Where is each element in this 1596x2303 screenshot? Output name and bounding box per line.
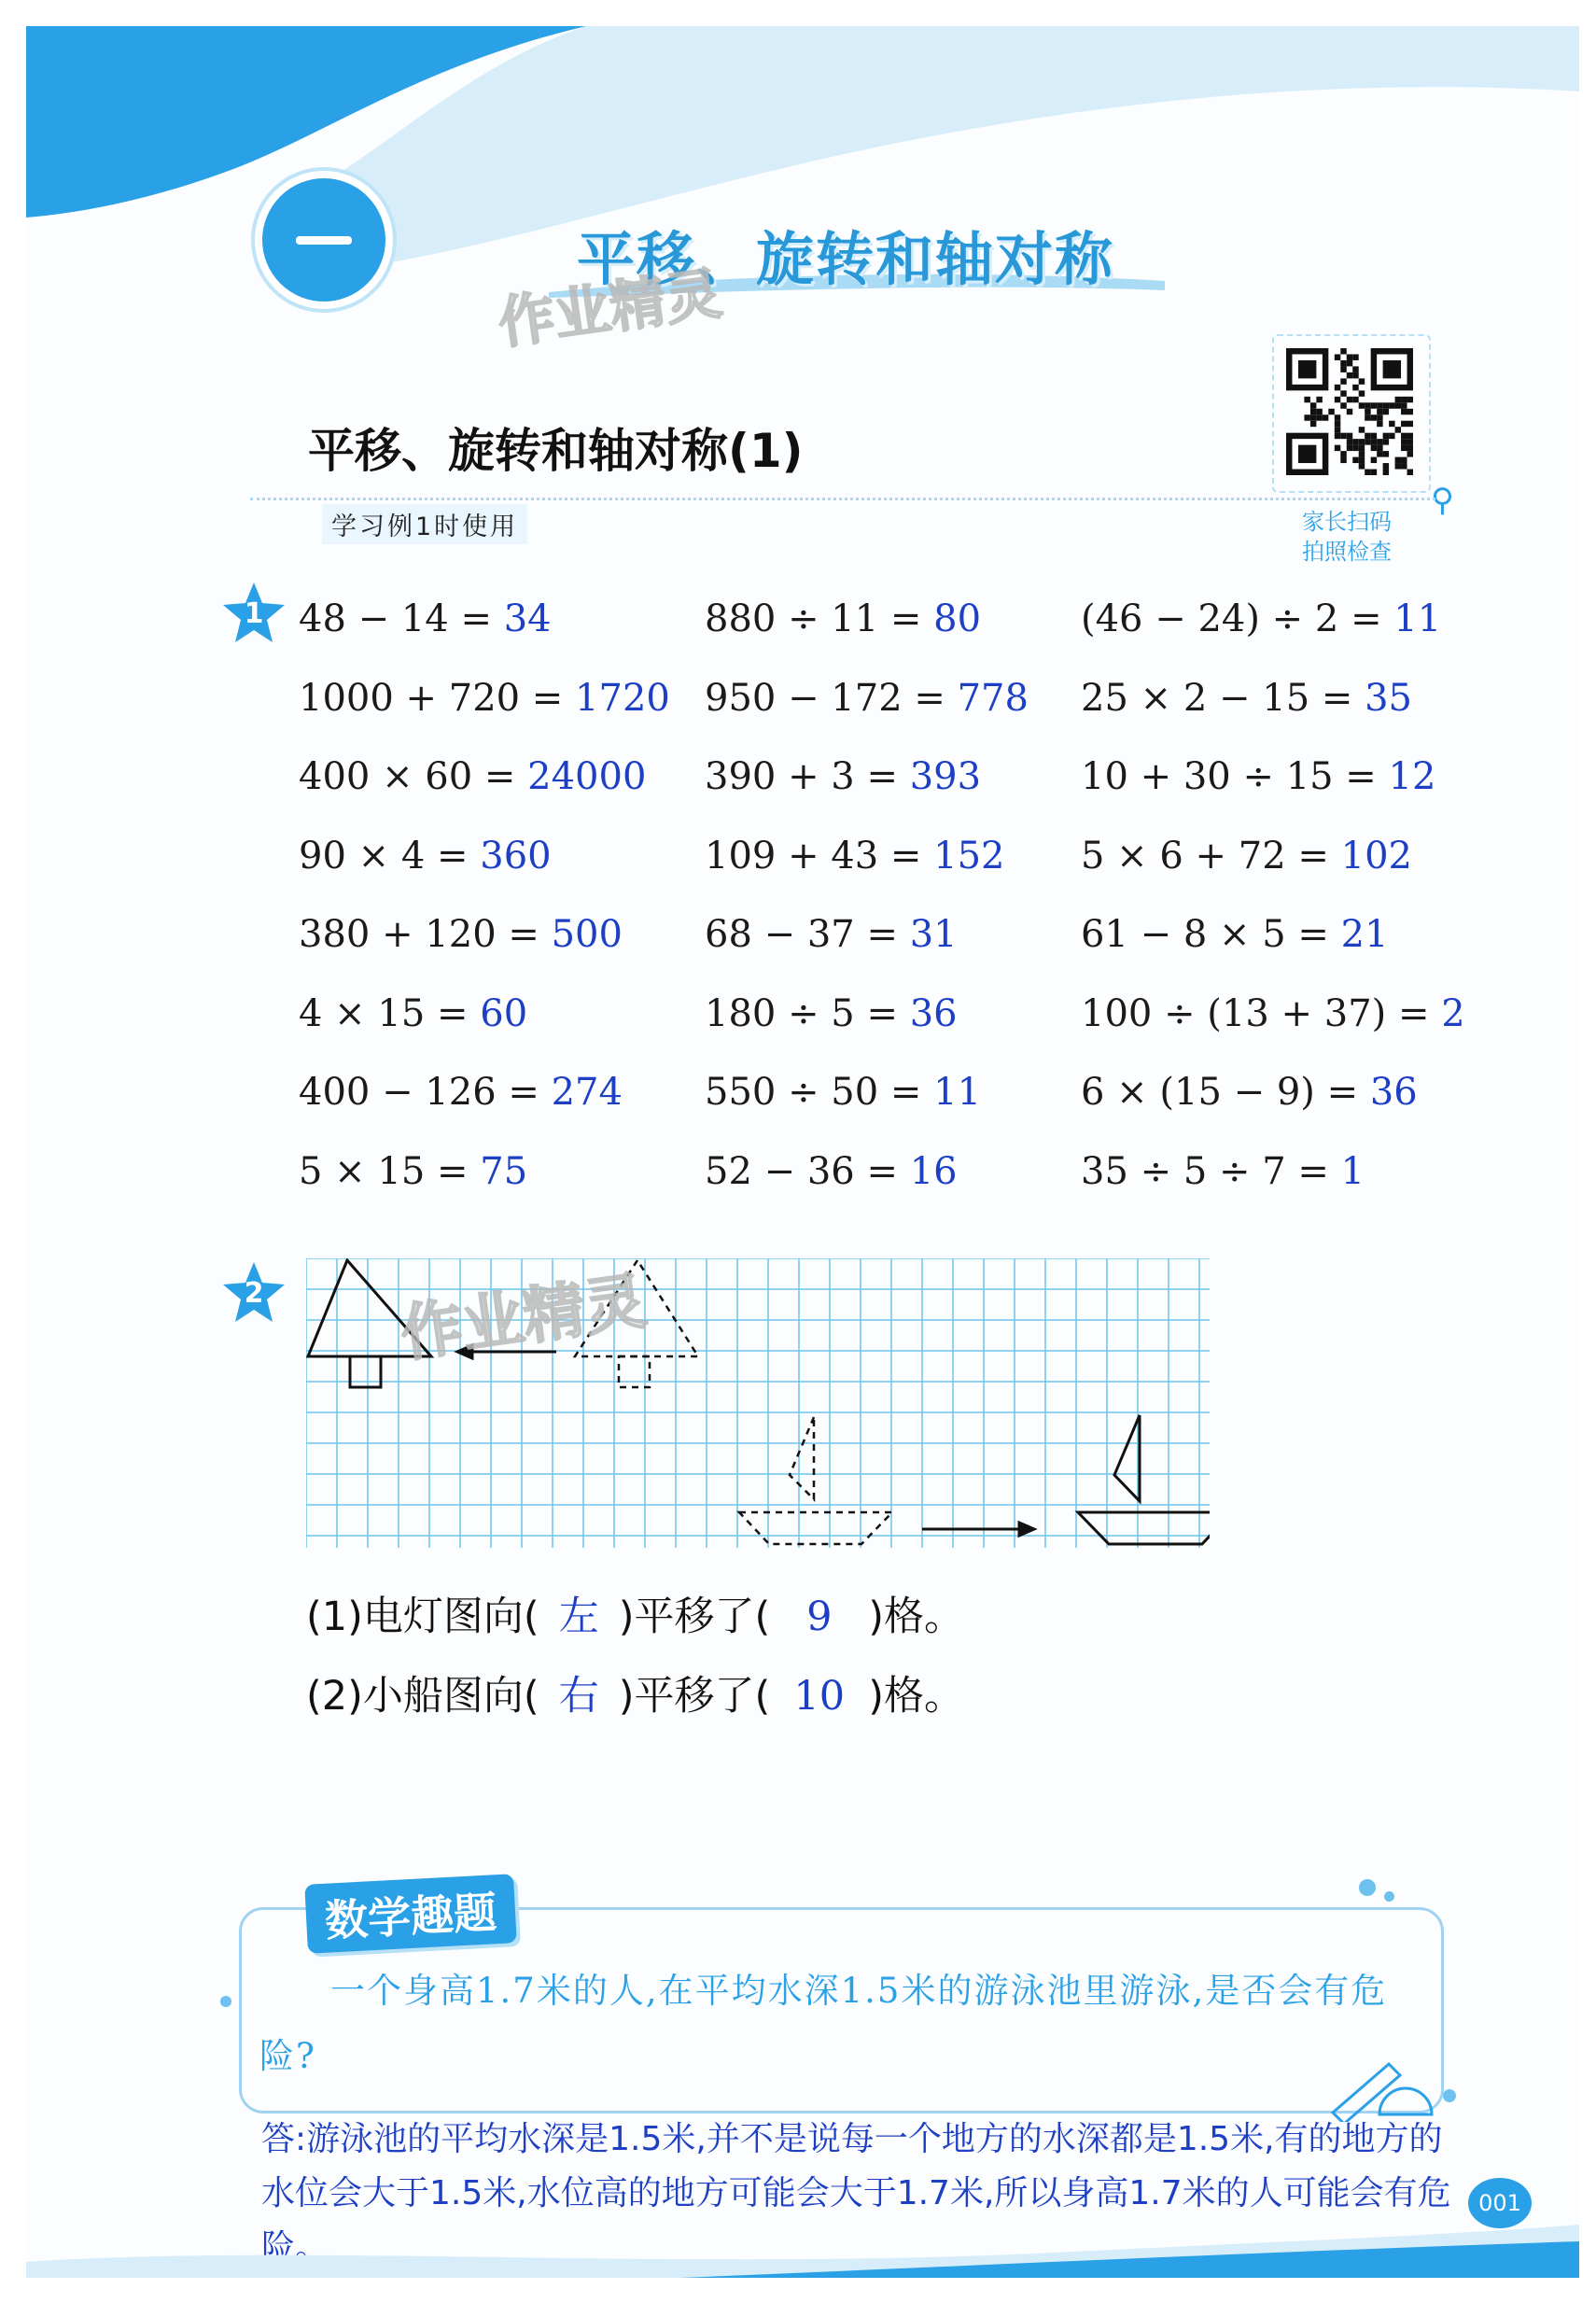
calc-answer[interactable]: 152 [933, 834, 1005, 878]
q2-line2-count[interactable]: 10 [793, 1673, 846, 1720]
scan-caption [1277, 507, 1417, 567]
calc-expression: 400 − 126 = [299, 1071, 552, 1114]
calc-expression: 880 ÷ 11 = [705, 597, 934, 640]
scan-caption-line1: 家长扫码 [1302, 509, 1392, 535]
q2-line1-direction[interactable]: 左 [558, 1594, 599, 1640]
fun-math-question: 一个身高1.7米的人,在平均水深1.5米的游泳池里游泳,是否会有危险? [259, 1971, 1388, 2076]
calc-item [1081, 992, 1465, 1035]
footer-wave [26, 2225, 1579, 2278]
unit-title: 平移、旋转和轴对称 [577, 225, 1115, 293]
calc-answer[interactable]: 11 [1393, 597, 1442, 640]
q2-line1-prefix: (1)电灯图向( [306, 1594, 539, 1640]
calc-answer[interactable]: 60 [480, 991, 528, 1035]
calc-item [705, 1071, 981, 1114]
calc-item [299, 992, 527, 1035]
calc-item [705, 677, 1029, 720]
calc-expression: 950 − 172 = [705, 676, 958, 720]
calc-answer[interactable]: 36 [1369, 1071, 1418, 1114]
calc-answer[interactable]: 500 [551, 913, 623, 956]
calc-expression: 180 ÷ 5 = [705, 991, 910, 1035]
calc-expression: 5 × 6 + 72 = [1081, 834, 1341, 878]
scan-caption-line2: 拍照检查 [1302, 539, 1392, 565]
calc-answer[interactable]: 16 [909, 1149, 958, 1193]
q2-line2-direction[interactable]: 右 [558, 1673, 599, 1720]
calc-answer[interactable]: 1720 [575, 676, 670, 720]
calc-answer[interactable]: 1 [1340, 1149, 1365, 1193]
calc-expression: 4 × 15 = [299, 991, 481, 1035]
calc-answer[interactable]: 274 [551, 1071, 623, 1114]
calc-expression: 48 − 14 = [299, 597, 504, 640]
q2-line2-suffix: )格。 [868, 1673, 965, 1720]
calc-item [299, 755, 646, 798]
calc-item [705, 1150, 958, 1193]
calc-item [1081, 1071, 1418, 1114]
calc-item [705, 992, 958, 1035]
q2-line1-count[interactable]: 9 [806, 1594, 833, 1640]
calc-item [705, 913, 958, 956]
question-2-number: 2 [244, 1277, 264, 1310]
calc-answer[interactable]: 34 [503, 597, 552, 640]
calc-item [1081, 1150, 1365, 1193]
calc-expression: 10 + 30 ÷ 15 = [1081, 755, 1389, 798]
calc-answer[interactable]: 21 [1340, 913, 1389, 956]
boat-shape-dashed [739, 1417, 892, 1544]
calc-answer[interactable]: 102 [1340, 834, 1412, 878]
calc-item [1081, 913, 1389, 956]
calc-expression: 35 ÷ 5 ÷ 7 = [1081, 1149, 1341, 1193]
question-1-number: 1 [244, 597, 264, 630]
calc-expression: (46 − 24) ÷ 2 = [1081, 597, 1394, 640]
calc-item [299, 597, 552, 640]
calc-expression: 25 × 2 − 15 = [1081, 676, 1365, 720]
calc-answer[interactable]: 36 [909, 991, 958, 1035]
fun-math-label: 数学趣题 [304, 1874, 517, 1954]
page-number: 001 [1468, 2178, 1532, 2228]
fun-math-answer: 答:游泳池的平均水深是1.5米,并不是说每一个地方的水深都是1.5米,有的地方的水位会大于1.5米,水位高的地方可能会大于1.7米,所以身高1.7米的人可能会有危险。 [261, 2120, 1451, 2267]
calc-expression: 390 + 3 = [705, 755, 910, 798]
calc-expression: 100 ÷ (13 + 37) = [1081, 991, 1442, 1035]
lesson-title: 平移、旋转和轴对称(1) [308, 424, 804, 478]
calc-answer[interactable]: 35 [1365, 676, 1412, 720]
calc-expression: 5 × 15 = [299, 1149, 481, 1193]
q2-line2-mid: )平移了( [618, 1673, 771, 1720]
q2-line1-mid: )平移了( [618, 1594, 771, 1640]
workbook-page [26, 26, 1579, 2278]
calc-answer[interactable]: 24000 [527, 755, 647, 798]
decor-bubble [220, 1996, 231, 2007]
calc-expression: 1000 + 720 = [299, 676, 576, 720]
divider [250, 498, 1435, 500]
calc-item [299, 677, 670, 720]
question-1-star [220, 579, 287, 646]
calc-answer[interactable]: 11 [933, 1071, 982, 1114]
calc-expression: 550 ÷ 50 = [705, 1071, 934, 1114]
calc-answer[interactable]: 393 [909, 755, 982, 798]
calc-item [299, 835, 552, 878]
decor-bubble [1443, 2089, 1456, 2102]
right-arrow [922, 1523, 1034, 1536]
calc-expression: 90 × 4 = [299, 834, 481, 878]
calc-answer[interactable]: 80 [933, 597, 982, 640]
calc-item [299, 1150, 527, 1193]
calc-answer[interactable]: 12 [1388, 755, 1436, 798]
calc-item [705, 755, 981, 798]
calc-answer[interactable]: 75 [480, 1149, 528, 1193]
decor-bubble [1359, 1879, 1376, 1896]
calc-item [1081, 835, 1412, 878]
calc-item [705, 597, 981, 640]
calc-answer[interactable]: 31 [909, 913, 958, 956]
q2-line2-prefix: (2)小船图向( [306, 1673, 539, 1720]
watermark-2: 作业精灵 [396, 1264, 651, 1370]
calc-expression: 52 − 36 = [705, 1149, 910, 1193]
calc-answer[interactable]: 2 [1441, 991, 1465, 1035]
calc-item [299, 913, 623, 956]
calc-answer[interactable]: 778 [957, 676, 1029, 720]
calc-expression: 61 − 8 × 5 = [1081, 913, 1341, 956]
calc-item [705, 835, 1005, 878]
calc-item [1081, 677, 1412, 720]
calc-item [1081, 755, 1435, 798]
calc-expression: 6 × (15 − 9) = [1081, 1071, 1370, 1114]
calc-expression: 400 × 60 = [299, 755, 528, 798]
calc-expression: 68 − 37 = [705, 913, 910, 956]
unit-number-badge [255, 171, 393, 309]
calc-expression: 109 + 43 = [705, 834, 934, 878]
search-icon: ⚲ [1431, 482, 1454, 519]
calc-item [299, 1071, 623, 1114]
watermark: 作业精灵 [494, 260, 726, 358]
calc-expression: 380 + 120 = [299, 913, 552, 956]
usage-note: 学习例1时使用 [322, 504, 527, 544]
q2-line1-suffix: )格。 [868, 1594, 965, 1640]
calc-answer[interactable]: 360 [480, 834, 552, 878]
decor-bubble [1384, 1891, 1394, 1902]
question-2-line-1 [306, 1585, 964, 1642]
question-2-line-2 [306, 1664, 964, 1721]
calc-item [1081, 597, 1441, 640]
question-2-star [220, 1258, 287, 1326]
boat-shape-solid [1078, 1415, 1210, 1544]
qr-code[interactable] [1286, 348, 1413, 475]
